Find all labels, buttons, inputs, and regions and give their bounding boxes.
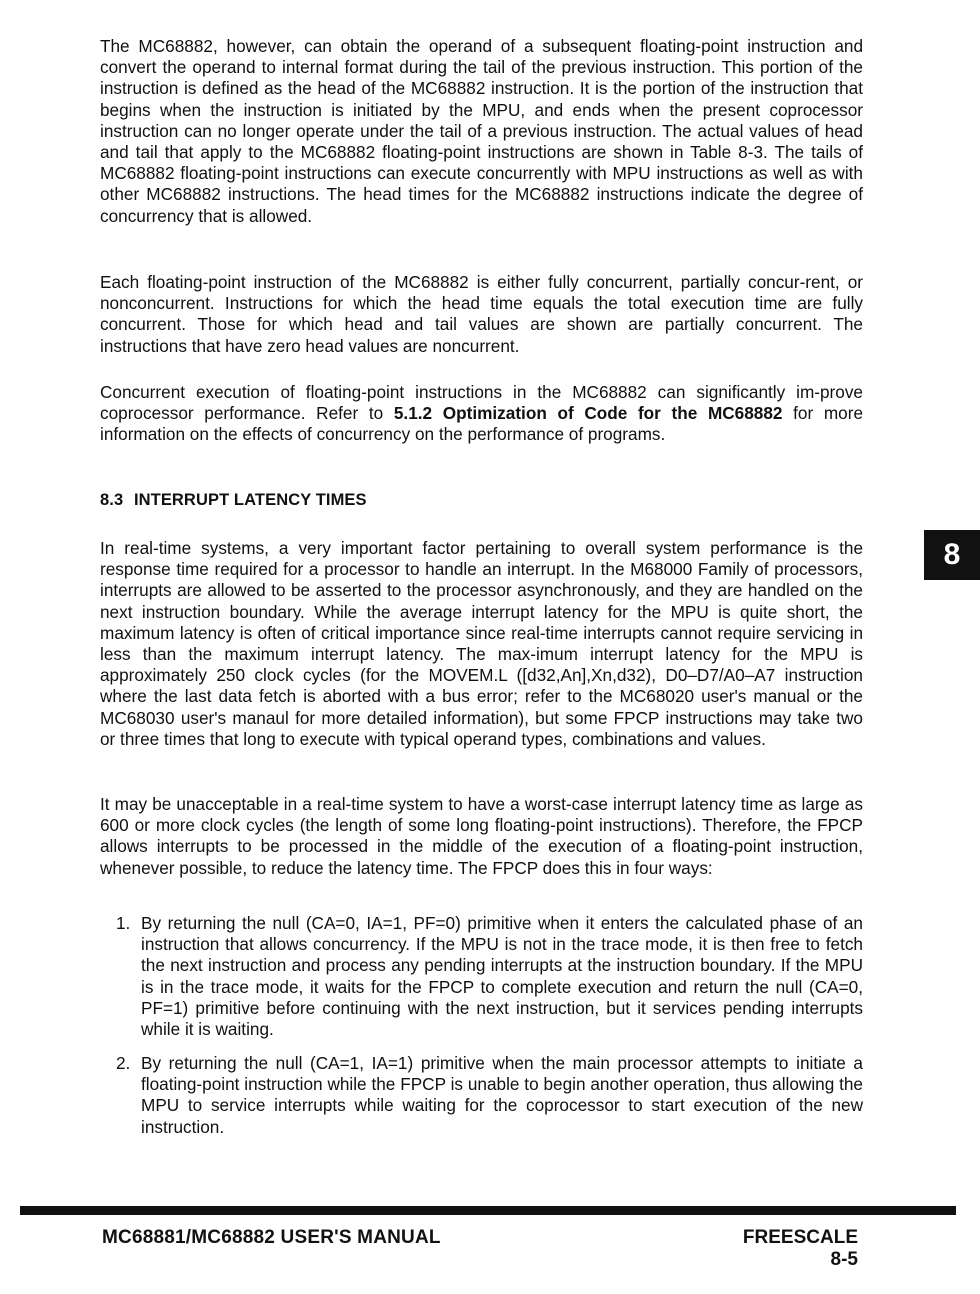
paragraph-worst-case-latency: It may be unacceptable in a real-time system to have a worst-case interrupt latency time as large as 600 or more clock cycles (the length of some long floating-point instructions). Therefore, the FPCP allows interrupts to be processed in the middle of the execution of a floating-point instruction, whenever possible, to reduce the latency time. The FPCP does this in four ways:: [100, 794, 863, 878]
list-item: [100, 1053, 863, 1138]
paragraph-real-time-systems: In real-time systems, a very important factor pertaining to overall system performance is the response time required for a processor to handle an interrupt. In the M68000 Family of processors, interrupts are allowed to be asserted to the processor asynchronously, and they are handled on the next instruction boundary. While the average interrupt latency for the MPU is quite short, the maximum latency is often of critical importance since real-time interrupts cannot require servicing in less than the maximum interrupt latency. The max-imum interrupt latency for the MPU is approximately 250 clock cycles (for the MOVEM.L ([d32,An],Xn,d32), D0–D7/A0–A7 instruction where the last data fetch is aborted with a bus error; refer to the MC68020 user's manual or the MC68030 user's manaul for more detailed information), but some FPCP instructions may take two or three times that long to execute with typical operand types, combinations and values.: [100, 538, 863, 749]
section-reference-link[interactable]: 5.1.2 Optimization of Code for the MC68882: [393, 403, 783, 424]
footer-publisher: FREESCALE: [742, 1227, 858, 1248]
list-item-text: By returning the null (CA=1, IA=1) primitive when the main processor attempts to initiate a floating-point instruction while the FPCP is unable to begin another operation, thus allowing the MPU to service interrupts while waiting for the coprocessor to start execution of the new instruction.: [141, 1053, 863, 1137]
section-title: INTERRUPT LATENCY TIMES: [133, 491, 367, 509]
footer-rule: [20, 1206, 956, 1215]
paragraph-text: Concurrent execution of floating-point instructions in the MC68882 can significantly im-prove coprocessor performance. Refer to: [100, 382, 863, 424]
paragraph-concurrent-execution: [100, 382, 863, 446]
section-heading: [100, 491, 367, 510]
page-number: 8-5: [830, 1249, 858, 1270]
list-item-text: By returning the null (CA=0, IA=1, PF=0) primitive when it enters the calculated phase of an instruction that allows concurrency. If the MPU is not in the trace mode, it is then free to fetch the next instruction and process any pending interrupts at the instruction boundary. If the MPU is in the trace mode, it waits for the FPCP to complete execution and return the null (CA=0, PF=1) primitive before continuing with the next instruction, but it services pending interrupts while it is waiting.: [141, 913, 863, 1040]
paragraph-concurrency-types: Each floating-point instruction of the MC68882 is either fully concurrent, partially concur-rent, or nonconcurrent. Instructions for which the head time equals the total execution time are fully concurrent. Those for which head and tail values are shown are partially concurrent. The instructions that have zero head values are noncurrent.: [100, 272, 863, 356]
footer-right: [743, 1227, 858, 1271]
list-marker: 1.: [116, 913, 131, 933]
paragraph-head-tail: The MC68882, however, can obtain the operand of a subsequent floating-point instruction and convert the operand to internal format during the tail of the previous instruction. This portion of the instruction is defined as the head of the MC68882 instruction. It is the portion of the instruction that begins when the instruction is initiated by the MPU, and ends when the present coprocessor instruction can no longer operate under the tail of a previous instruction. The actual values of head and tail that apply to the MC68882 floating-point instructions are shown in Table 8-3. The tails of MC68882 floating-point instructions can execute concurrently with MPU instructions as well as with other MC68882 instructions. The head times for the MC68882 instructions indicate the degree of concurrency that is allowed.: [100, 36, 863, 226]
chapter-tab: 8: [924, 530, 980, 580]
list-marker: 2.: [116, 1053, 131, 1073]
paragraph-text: for more information on the effects of concurrency on the performance of programs.: [100, 403, 864, 445]
list-item: [100, 913, 863, 1040]
section-number: 8.3: [100, 491, 124, 509]
footer-manual-title: MC68881/MC68882 USER'S MANUAL: [102, 1227, 441, 1248]
